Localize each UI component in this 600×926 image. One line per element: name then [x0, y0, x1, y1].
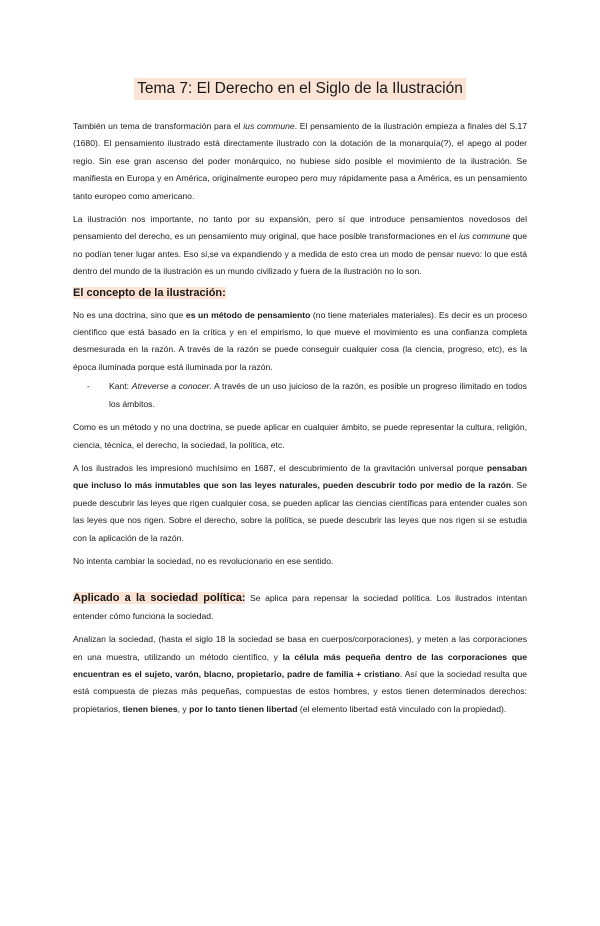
- paragraph-importance: La ilustración nos importante, no tanto por su expansión, pero sí que introduce pensamientos novedosos del pensamiento del derecho, es un pensamiento muy original, que hace posible transformaciones en el ius commune que no podían tener lugar antes. Eso si,se va expandiendo y a medida de esto crea un modo de pensar nuevo: lo que está dentro del mundo de la ilustración es un mundo civilizado y fuera de la ilustración no lo son.: [73, 214, 527, 277]
- paragraph-gravitation: A los ilustrados les impresionó muchísimo en 1687, el descubrimiento de la gravitación universal porque pensaban que incluso lo más inmutables que son las leyes naturales, pueden descubrir todo por medio de la razón. Se puede descubrir las leyes que rigen cualquier cosa, se pueden aplicar las ciencias científicas para entender cuales son las leyes que nos rigen. Sobre el derecho, sobre la política, se puede descubrir las leyes que nos rigen si se estudia con la aplicación de la razón.: [73, 462, 527, 543]
- page-title: Tema 7: El Derecho en el Siglo de la Ilustración: [134, 78, 466, 100]
- paragraph-analysis: Analizan la sociedad, (hasta el siglo 18 la sociedad se basa en cuerpos/corporaciones), y meten a las corporaciones en una muestra, utilizando un método científico, y la célula más pequeña dentro de las corporaciones que encuentran es el sujeto, varón, blacno, propietario, padre de familia + cristiano. Así que la sociedad resulta que está compuesta de piezas más pequeñas, compuestas de estos hombres, y estos tienen determinados derechos: propietarios, tienen bienes, y por lo tanto tienen libertad (el elemento libertad está vinculado con la propiedad).: [73, 634, 528, 714]
- paragraph-not-revolutionary: No intenta cambiar la sociedad, no es revolucionario en ese sentido.: [73, 555, 334, 566]
- paragraph-application: Como es un método y no una doctrina, se puede aplicar en cualquier ámbito, se puede representar la cultura, religión, ciencia, técnica, el derecho, la sociedad, la política, etc.: [73, 422, 527, 450]
- section-heading-political: Aplicado a la sociedad política:: [73, 592, 246, 605]
- paragraph-method: No es una doctrina, sino que es un método de pensamiento (no tiene materiales materiales). Es decir es un proceso científico que está basado en la crítica y en el empirismo, lo que mueve el movimiento es una confianza completa desmesurada en la razón. A través de la razón se puede conseguir cualquier cosa (la ciencia, progreso, etc), es la época iluminada porque está iluminada por la razón.: [73, 309, 527, 372]
- paragraph-intro: También un tema de transformación para el ius commune. El pensamiento de la ilustración empieza a finales del S.17 (1680). El pensamiento ilustrado está directamente ilustrado con la dotación de la monarquía(?), el apego al poder regio. Sin ese gran ascenso del poder monárquico, no hubiese sido posible el movimiento de la ilustración. Se manifiesta en Europa y en América, originalmente europeo pero muy rápidamente pasa a América, es un pensamiento tanto europeo como americano.: [73, 121, 527, 201]
- section-heading-concept: El concepto de la ilustración:: [73, 286, 226, 299]
- paragraph-political-society: Aplicado a la sociedad política: Se aplica para repensar la sociedad política. Los ilustrados intentan entender cómo funciona la sociedad.: [73, 592, 527, 621]
- list-item-kant: - Kant: Atreverse a conocer. A través de un uso juicioso de la razón, es posible un progreso ilimitado en todos los ámbitos.: [87, 381, 527, 409]
- document-page: [0, 78, 600, 926]
